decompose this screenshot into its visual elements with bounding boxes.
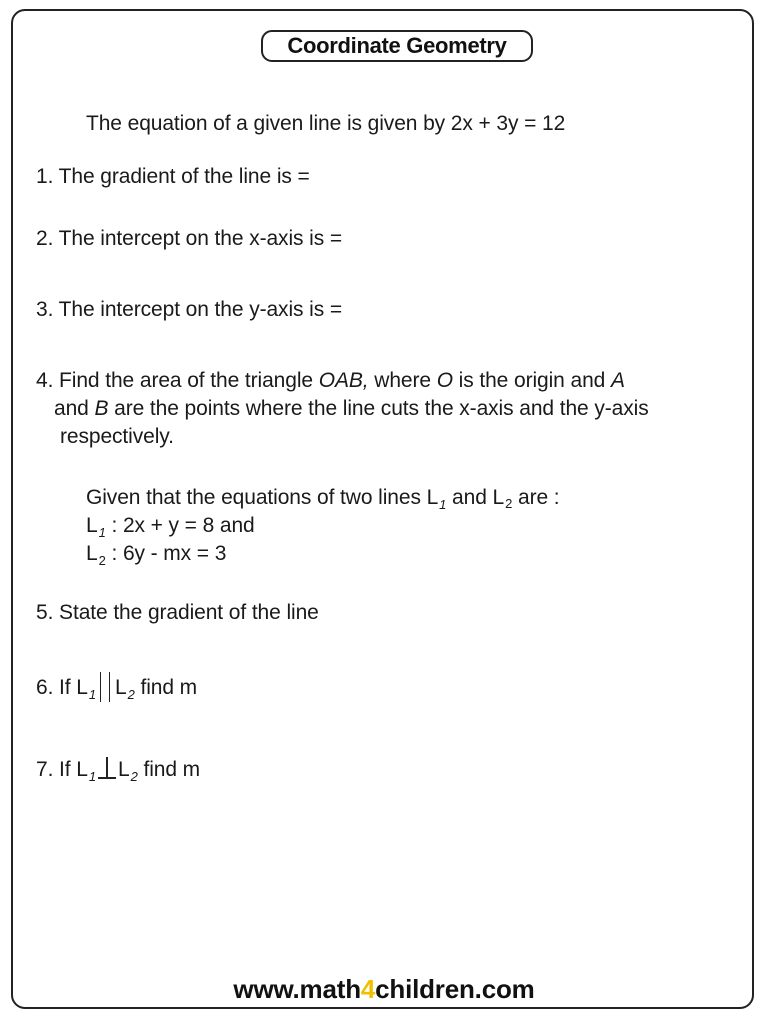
q4-point-b: B — [94, 397, 109, 420]
subscript: 2 — [130, 769, 138, 784]
q4-text: and — [54, 397, 95, 420]
equation-text: : 2x + y = 8 and — [105, 514, 255, 537]
page-title: Coordinate Geometry — [261, 30, 533, 62]
question-5: 5. State the gradient of the line — [36, 601, 319, 624]
subscript: 1 — [88, 687, 96, 702]
question-1: 1. The gradient of the line is = — [36, 165, 310, 188]
equation-text: : 6y - mx = 3 — [105, 542, 227, 565]
q6-text: find m — [134, 676, 198, 699]
given-equation-l2 — [86, 542, 226, 566]
line-label: L — [86, 542, 98, 565]
footer-text: children.com — [375, 974, 535, 1004]
subscript: 2 — [98, 553, 106, 568]
q4-triangle-name: OAB, — [318, 369, 369, 392]
q4-text: where — [368, 369, 437, 392]
subscript: 2 — [505, 496, 513, 511]
subscript: 1 — [98, 525, 106, 540]
subscript: 1 — [88, 769, 96, 784]
question-6 — [36, 672, 197, 702]
q4-text: 4. Find the area of the triangle — [36, 369, 319, 392]
q4-point-o: O — [436, 369, 453, 392]
given-text: and L — [446, 486, 505, 509]
line-label: L — [117, 758, 130, 781]
question-3: 3. The intercept on the y-axis is = — [36, 298, 343, 321]
question-7 — [36, 757, 200, 782]
question-4-line-2 — [54, 397, 649, 421]
footer-website — [0, 974, 768, 1005]
given-text: are : — [512, 486, 560, 509]
line-label: L — [86, 514, 98, 537]
perpendicular-icon — [98, 757, 116, 779]
question-4-line-1 — [36, 369, 625, 393]
given-text: Given that the equations of two lines L — [86, 486, 439, 509]
q4-text: are the points where the line cuts the x-axis and the y-axis — [108, 397, 649, 420]
q7-text: 7. If L — [36, 758, 88, 781]
q4-text: is the origin and — [452, 369, 611, 392]
footer-accent-digit: 4 — [360, 974, 376, 1004]
q6-text: 6. If L — [36, 676, 88, 699]
line-label: L — [114, 676, 127, 699]
question-2: 2. The intercept on the x-axis is = — [36, 227, 343, 250]
parallel-icon — [100, 672, 110, 702]
subscript: 1 — [439, 497, 447, 512]
question-4-line-3: respectively. — [60, 425, 174, 448]
footer-text: www.math — [233, 974, 361, 1004]
q4-point-a: A — [610, 369, 625, 392]
given-line-1 — [86, 486, 560, 510]
given-equation-l1 — [86, 514, 255, 538]
intro-text: The equation of a given line is given by 2x + 3y = 12 — [86, 112, 566, 135]
q7-text: find m — [137, 758, 201, 781]
subscript: 2 — [127, 687, 135, 702]
